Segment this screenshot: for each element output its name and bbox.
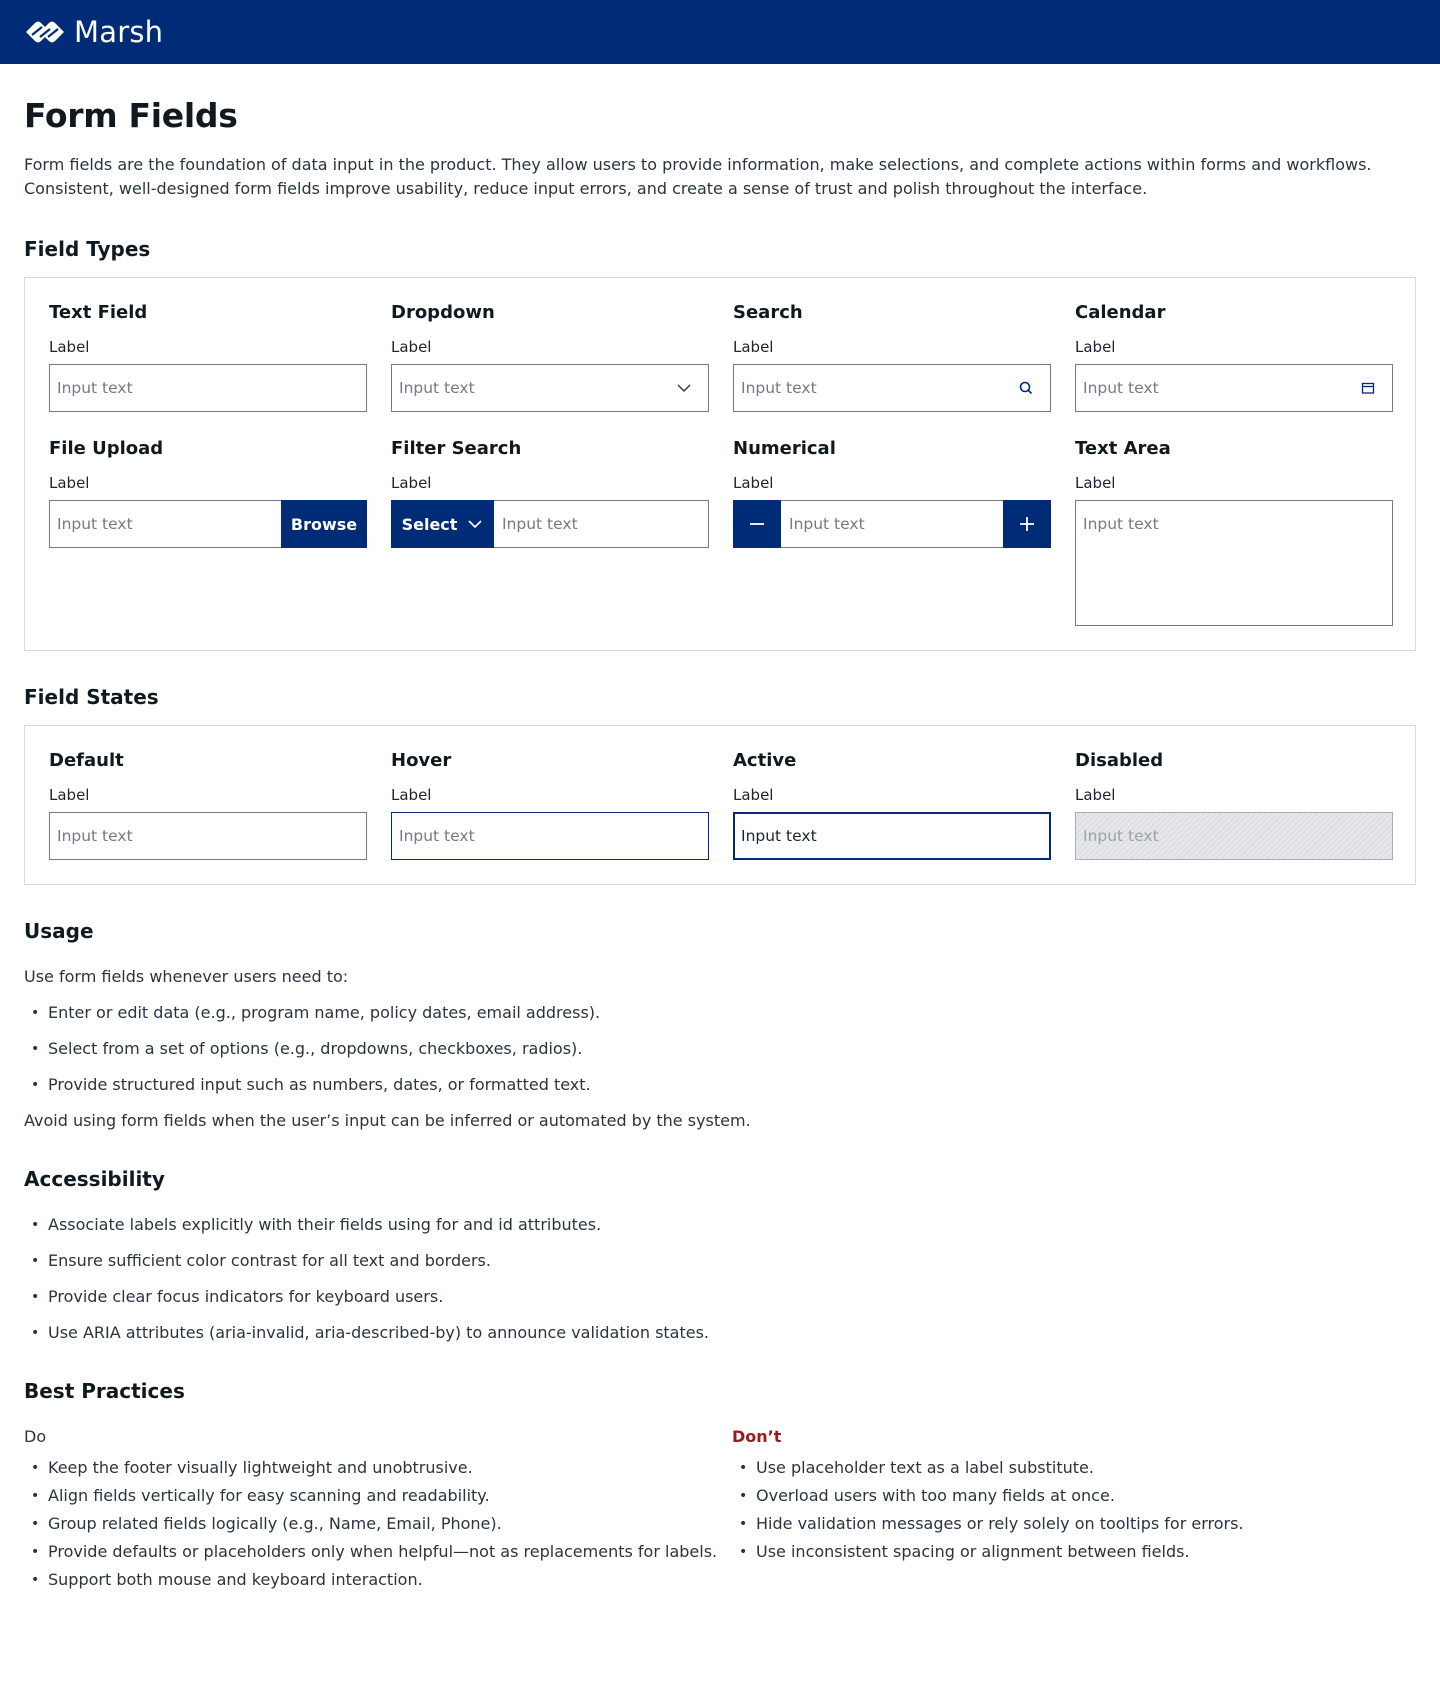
- field-states-heading: Field States: [24, 685, 159, 709]
- increment-button[interactable]: [1003, 500, 1051, 548]
- numerical-label: Label: [733, 474, 774, 492]
- default-state-input[interactable]: [49, 812, 367, 860]
- default-state-placeholder: Input text: [57, 827, 133, 845]
- accessibility-list: [24, 1215, 1416, 1343]
- file-upload-placeholder: Input text: [57, 515, 133, 533]
- search-input[interactable]: [733, 364, 1051, 412]
- list-item: • Align fields vertically for easy scanning and readability.: [24, 1486, 732, 1506]
- brand-logo[interactable]: [24, 15, 163, 49]
- field-types-heading: Field Types: [24, 237, 151, 261]
- calendar-title: Calendar: [1075, 302, 1166, 323]
- calendar-example: [1075, 302, 1393, 412]
- file-upload-title: File Upload: [49, 438, 164, 459]
- disabled-state-placeholder: Input text: [1083, 827, 1159, 845]
- search-example: [733, 302, 1051, 412]
- text-area-example: [1075, 438, 1393, 626]
- list-item: • Provide structured input such as numbers, dates, or formatted text.: [24, 1075, 1416, 1095]
- field-states-panel: [24, 725, 1416, 885]
- list-item: • Group related fields logically (e.g., Name, Email, Phone).: [24, 1514, 732, 1534]
- text-field-placeholder: Input text: [57, 379, 133, 397]
- chevron-down-icon: [676, 380, 692, 396]
- accessibility-heading: Accessibility: [24, 1167, 165, 1191]
- list-item: • Provide clear focus indicators for keyboard users.: [24, 1287, 1416, 1307]
- usage-list: [24, 1003, 1416, 1095]
- list-item: • Associate labels explicitly with their fields using for and id attributes.: [24, 1215, 1416, 1235]
- filter-search-field[interactable]: [391, 500, 709, 548]
- dont-heading: Don’t: [732, 1427, 782, 1446]
- text-area-input[interactable]: [1075, 500, 1393, 626]
- list-item: • Hide validation messages or rely solely on tooltips for errors.: [732, 1514, 1424, 1534]
- list-item: • Provide defaults or placeholders only when helpful—not as replacements for labels.: [24, 1542, 732, 1562]
- filter-search-placeholder: Input text: [502, 515, 578, 533]
- calendar-icon[interactable]: [1360, 380, 1376, 396]
- state-default-label: Label: [49, 786, 90, 804]
- list-item: • Keep the footer visually lightweight and unobtrusive.: [24, 1458, 732, 1478]
- state-disabled-label: Label: [1075, 786, 1116, 804]
- list-item: • Use placeholder text as a label substitute.: [732, 1458, 1424, 1478]
- state-disabled-example: [1075, 750, 1393, 860]
- filter-search-example: [391, 438, 709, 626]
- filter-search-label: Label: [391, 474, 432, 492]
- file-upload-example: [49, 438, 367, 626]
- state-disabled-title: Disabled: [1075, 750, 1164, 771]
- decrement-button[interactable]: [733, 500, 781, 548]
- search-label: Label: [733, 338, 774, 356]
- filter-search-title: Filter Search: [391, 438, 522, 459]
- main-content: [0, 96, 1440, 1598]
- page-intro: Form fields are the foundation of data input in the product. They allow users to provide information, make selections, and complete actions within forms and workflows. Consistent, well-designed form fields improve usability, reduce input errors, and create a sense of trust and polish throughout the interface.: [24, 155, 1372, 198]
- list-item: • Select from a set of options (e.g., dropdowns, checkboxes, radios).: [24, 1039, 1416, 1059]
- text-area-title: Text Area: [1075, 438, 1171, 459]
- dropdown-select[interactable]: [391, 364, 709, 412]
- best-practices-grid: [24, 1427, 1416, 1598]
- calendar-placeholder: Input text: [1083, 379, 1159, 397]
- text-field-label: Label: [49, 338, 90, 356]
- state-active-example: [733, 750, 1051, 860]
- state-active-label: Label: [733, 786, 774, 804]
- hover-state-placeholder: Input text: [399, 827, 475, 845]
- text-field-example: [49, 302, 367, 412]
- dropdown-example: [391, 302, 709, 412]
- do-heading: Do: [24, 1427, 47, 1446]
- search-icon[interactable]: [1018, 380, 1034, 396]
- marsh-logo-icon: [24, 19, 66, 45]
- list-item: • Enter or edit data (e.g., program name, policy dates, email address).: [24, 1003, 1416, 1023]
- do-column: [24, 1427, 732, 1598]
- list-item: • Use inconsistent spacing or alignment between fields.: [732, 1542, 1424, 1562]
- text-field-title: Text Field: [49, 302, 148, 323]
- top-bar: [0, 0, 1440, 64]
- do-list: [24, 1458, 732, 1590]
- active-state-input[interactable]: [733, 812, 1051, 860]
- numerical-example: [733, 438, 1051, 626]
- usage-heading: Usage: [24, 919, 94, 943]
- list-item: • Support both mouse and keyboard interaction.: [24, 1570, 732, 1590]
- calendar-input[interactable]: [1075, 364, 1393, 412]
- field-states-grid: [49, 750, 1391, 860]
- page-title: Form Fields: [24, 96, 238, 135]
- dont-list: [732, 1458, 1424, 1562]
- state-hover-title: Hover: [391, 750, 452, 771]
- dont-column: [732, 1427, 1424, 1598]
- minus-icon: [748, 515, 766, 533]
- plus-icon: [1018, 515, 1036, 533]
- state-hover-label: Label: [391, 786, 432, 804]
- filter-select-label: Select: [401, 514, 458, 534]
- filter-select-button[interactable]: [391, 500, 494, 548]
- active-state-value: Input text: [741, 827, 817, 845]
- field-types-grid: [49, 302, 1391, 626]
- search-title: Search: [733, 302, 803, 323]
- dropdown-title: Dropdown: [391, 302, 495, 323]
- numerical-stepper[interactable]: [733, 500, 1051, 548]
- state-default-title: Default: [49, 750, 124, 771]
- dropdown-label: Label: [391, 338, 432, 356]
- field-types-panel: [24, 277, 1416, 651]
- numerical-placeholder: Input text: [789, 515, 865, 533]
- state-active-title: Active: [733, 750, 797, 771]
- disabled-state-input: [1075, 812, 1393, 860]
- hover-state-input[interactable]: [391, 812, 709, 860]
- usage-lead: Use form fields whenever users need to:: [24, 967, 349, 986]
- file-upload-field[interactable]: [49, 500, 367, 548]
- list-item: • Ensure sufficient color contrast for all text and borders.: [24, 1251, 1416, 1271]
- chevron-down-icon: [467, 516, 483, 532]
- text-field-input[interactable]: [49, 364, 367, 412]
- calendar-label: Label: [1075, 338, 1116, 356]
- state-default-example: [49, 750, 367, 860]
- best-practices-heading: Best Practices: [24, 1379, 185, 1403]
- brand-name: Marsh: [74, 15, 164, 49]
- list-item: • Use ARIA attributes (aria-invalid, aria-described-by) to announce validation states.: [24, 1323, 1416, 1343]
- file-upload-label: Label: [49, 474, 90, 492]
- search-placeholder: Input text: [741, 379, 817, 397]
- state-hover-example: [391, 750, 709, 860]
- usage-closing: Avoid using form fields when the user’s input can be inferred or automated by the system.: [24, 1111, 751, 1130]
- text-area-label: Label: [1075, 474, 1116, 492]
- numerical-title: Numerical: [733, 438, 836, 459]
- dropdown-placeholder: Input text: [399, 379, 475, 397]
- text-area-placeholder: Input text: [1083, 515, 1159, 533]
- browse-button[interactable]: Browse: [281, 500, 367, 548]
- list-item: • Overload users with too many fields at once.: [732, 1486, 1424, 1506]
